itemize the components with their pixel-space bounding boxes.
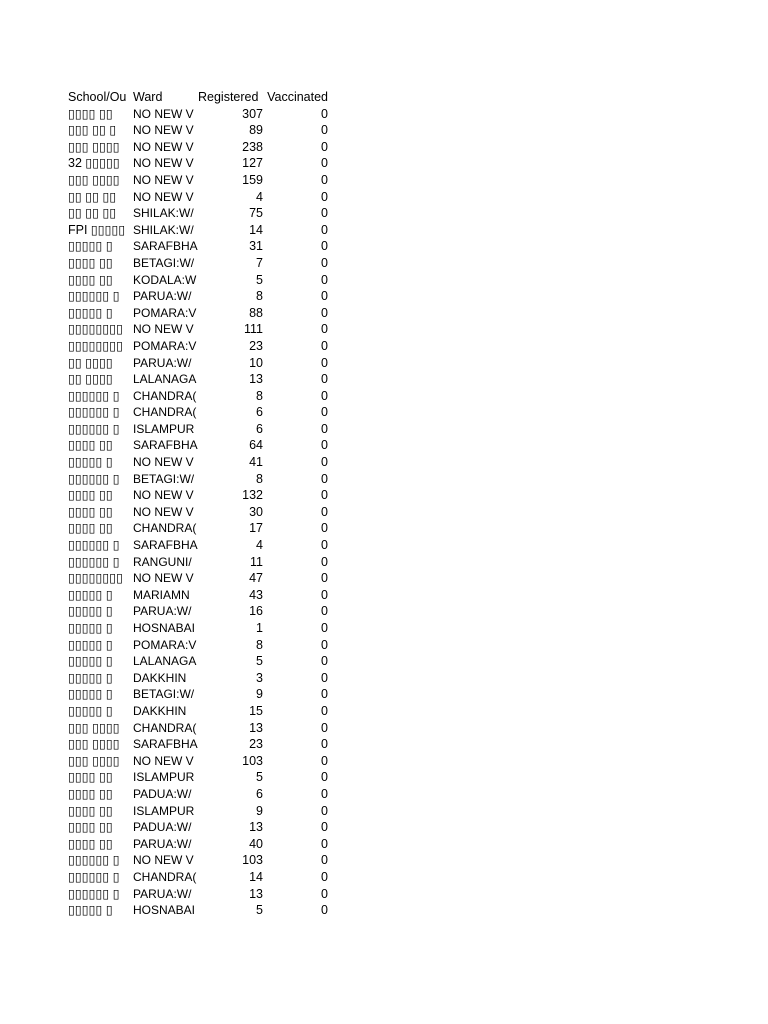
cell-school[interactable]: ▯▯▯▯▯▯ ▯ bbox=[68, 289, 120, 304]
table-row bbox=[68, 620, 328, 637]
table-body bbox=[68, 106, 328, 919]
cell-ward[interactable]: PADUA:W/ bbox=[133, 820, 192, 835]
cell-school[interactable]: ▯▯▯ ▯▯▯▯ bbox=[68, 172, 120, 187]
cell-vaccinated[interactable]: 0 bbox=[321, 488, 328, 503]
cell-school[interactable]: ▯▯▯▯ ▯▯ bbox=[68, 803, 113, 818]
cell-ward[interactable]: CHANDRA( bbox=[133, 720, 197, 735]
cell-school[interactable]: ▯▯▯▯▯ ▯ bbox=[68, 604, 113, 619]
table-row bbox=[68, 355, 328, 372]
cell-registered[interactable]: 111 bbox=[243, 322, 263, 337]
cell-ward[interactable]: NO NEW V bbox=[133, 189, 194, 204]
cell-registered[interactable]: 5 bbox=[256, 903, 263, 918]
cell-school[interactable]: FPI ▯▯▯▯▯ bbox=[68, 222, 126, 237]
cell-ward[interactable]: CHANDRA( bbox=[133, 521, 197, 536]
cell-vaccinated[interactable]: 0 bbox=[321, 670, 328, 685]
table-row bbox=[68, 238, 328, 255]
cell-school[interactable]: ▯▯▯▯▯▯ ▯ bbox=[68, 886, 120, 901]
table-row bbox=[68, 255, 328, 272]
cell-registered[interactable]: 40 bbox=[249, 836, 263, 851]
cell-registered[interactable]: 15 bbox=[249, 703, 263, 718]
cell-vaccinated[interactable]: 0 bbox=[321, 421, 328, 436]
table-row bbox=[68, 869, 328, 886]
cell-registered[interactable]: 31 bbox=[249, 239, 263, 254]
cell-registered[interactable]: 16 bbox=[249, 604, 263, 619]
table-row bbox=[68, 720, 328, 737]
table-row bbox=[68, 421, 328, 438]
cell-school[interactable]: ▯▯▯ ▯▯▯▯ bbox=[68, 139, 120, 154]
cell-vaccinated[interactable]: 0 bbox=[321, 820, 328, 835]
table-row bbox=[68, 686, 328, 703]
cell-school[interactable]: ▯▯▯▯ ▯▯ bbox=[68, 488, 113, 503]
cell-registered[interactable]: 159 bbox=[242, 172, 263, 187]
cell-registered[interactable]: 6 bbox=[256, 786, 263, 801]
cell-registered[interactable]: 64 bbox=[249, 438, 263, 453]
table-row bbox=[68, 786, 328, 803]
spreadsheet-table bbox=[68, 89, 328, 919]
cell-ward[interactable]: PARUA:W/ bbox=[133, 355, 192, 370]
table-row bbox=[68, 803, 328, 820]
cell-school[interactable]: ▯▯▯▯ ▯▯ bbox=[68, 770, 113, 785]
cell-school[interactable]: ▯▯▯▯▯▯ ▯ bbox=[68, 538, 120, 553]
table-row bbox=[68, 139, 328, 156]
cell-ward[interactable]: NO NEW V bbox=[133, 455, 194, 470]
cell-vaccinated[interactable]: 0 bbox=[321, 753, 328, 768]
cell-school[interactable]: ▯▯▯▯▯ ▯ bbox=[68, 305, 113, 320]
cell-vaccinated[interactable]: 0 bbox=[321, 587, 328, 602]
cell-school[interactable]: ▯▯▯▯ ▯▯ bbox=[68, 820, 113, 835]
cell-registered[interactable]: 43 bbox=[249, 587, 263, 602]
cell-registered[interactable]: 132 bbox=[242, 488, 263, 503]
cell-registered[interactable]: 8 bbox=[256, 637, 263, 652]
cell-ward[interactable]: PARUA:W/ bbox=[133, 836, 192, 851]
cell-ward[interactable]: CHANDRA( bbox=[133, 405, 197, 420]
cell-registered[interactable]: 41 bbox=[249, 455, 263, 470]
cell-school[interactable]: ▯▯▯▯▯ ▯ bbox=[68, 637, 113, 652]
cell-vaccinated[interactable]: 0 bbox=[321, 272, 328, 287]
table-header bbox=[68, 89, 328, 106]
cell-vaccinated[interactable]: 0 bbox=[321, 687, 328, 702]
cell-school[interactable]: ▯▯▯▯▯ ▯ bbox=[68, 670, 113, 685]
cell-vaccinated[interactable]: 0 bbox=[321, 405, 328, 420]
cell-ward[interactable]: BETAGI:W/ bbox=[133, 255, 195, 270]
table-row bbox=[68, 537, 328, 554]
cell-registered[interactable]: 8 bbox=[256, 289, 263, 304]
cell-vaccinated[interactable]: 0 bbox=[321, 222, 328, 237]
cell-vaccinated[interactable]: 0 bbox=[321, 770, 328, 785]
table-row bbox=[68, 189, 328, 206]
cell-ward[interactable]: PADUA:W/ bbox=[133, 786, 192, 801]
cell-registered[interactable]: 3 bbox=[256, 670, 263, 685]
cell-registered[interactable]: 13 bbox=[249, 886, 263, 901]
cell-registered[interactable]: 103 bbox=[242, 753, 263, 768]
cell-ward[interactable]: NO NEW V bbox=[133, 753, 194, 768]
table-row bbox=[68, 587, 328, 604]
cell-school[interactable]: ▯▯▯▯▯ ▯ bbox=[68, 687, 113, 702]
cell-vaccinated[interactable]: 0 bbox=[321, 803, 328, 818]
cell-ward[interactable]: NO NEW V bbox=[133, 106, 194, 121]
cell-vaccinated[interactable]: 0 bbox=[321, 538, 328, 553]
header-ward[interactable]: Ward bbox=[133, 90, 163, 104]
cell-registered[interactable]: 5 bbox=[256, 770, 263, 785]
cell-registered[interactable]: 13 bbox=[249, 720, 263, 735]
cell-vaccinated[interactable]: 0 bbox=[321, 355, 328, 370]
table-row bbox=[68, 388, 328, 405]
table-row bbox=[68, 454, 328, 471]
cell-vaccinated[interactable]: 0 bbox=[321, 886, 328, 901]
cell-registered[interactable]: 47 bbox=[249, 571, 263, 586]
cell-registered[interactable]: 6 bbox=[256, 421, 263, 436]
cell-vaccinated[interactable]: 0 bbox=[321, 372, 328, 387]
cell-ward[interactable]: BETAGI:W/ bbox=[133, 471, 195, 486]
cell-ward[interactable]: NO NEW V bbox=[133, 853, 194, 868]
cell-ward[interactable]: DAKKHIN bbox=[133, 670, 187, 685]
table-row bbox=[68, 338, 328, 355]
cell-ward[interactable]: NO NEW V bbox=[133, 488, 194, 503]
cell-vaccinated[interactable]: 0 bbox=[321, 637, 328, 652]
cell-ward[interactable]: NO NEW V bbox=[133, 139, 194, 154]
cell-school[interactable]: ▯▯▯▯▯▯ ▯ bbox=[68, 421, 120, 436]
cell-registered[interactable]: 4 bbox=[256, 189, 263, 204]
cell-ward[interactable]: SARAFBHA bbox=[133, 737, 198, 752]
cell-school[interactable]: ▯▯ ▯▯▯▯ bbox=[68, 355, 113, 370]
cell-ward[interactable]: ISLAMPUR bbox=[133, 803, 195, 818]
cell-school[interactable]: ▯▯▯▯▯ ▯ bbox=[68, 455, 113, 470]
cell-ward[interactable]: SARAFBHA bbox=[133, 538, 198, 553]
cell-ward[interactable]: PARUA:W/ bbox=[133, 604, 192, 619]
cell-registered[interactable]: 9 bbox=[256, 803, 263, 818]
cell-vaccinated[interactable]: 0 bbox=[321, 521, 328, 536]
table-row bbox=[68, 321, 328, 338]
cell-vaccinated[interactable]: 0 bbox=[321, 869, 328, 884]
cell-ward[interactable]: NO NEW V bbox=[133, 504, 194, 519]
cell-ward[interactable]: NO NEW V bbox=[133, 156, 194, 171]
cell-registered[interactable]: 5 bbox=[256, 272, 263, 287]
cell-school[interactable]: ▯▯▯▯▯▯ ▯ bbox=[68, 388, 120, 403]
table-row bbox=[68, 753, 328, 770]
cell-registered[interactable]: 5 bbox=[256, 654, 263, 669]
cell-ward[interactable]: NO NEW V bbox=[133, 172, 194, 187]
table-row bbox=[68, 288, 328, 305]
cell-school[interactable]: ▯▯▯▯▯▯ ▯ bbox=[68, 471, 120, 486]
cell-vaccinated[interactable]: 0 bbox=[321, 571, 328, 586]
header-registered[interactable]: Registered bbox=[198, 90, 259, 104]
table-row bbox=[68, 819, 328, 836]
table-row bbox=[68, 554, 328, 571]
table-row bbox=[68, 769, 328, 786]
cell-registered[interactable]: 13 bbox=[249, 820, 263, 835]
table-row bbox=[68, 222, 328, 239]
cell-registered[interactable]: 9 bbox=[256, 687, 263, 702]
cell-school[interactable]: ▯▯▯▯▯ ▯ bbox=[68, 703, 113, 718]
cell-school[interactable]: ▯▯▯ ▯▯ ▯ bbox=[68, 123, 117, 138]
cell-registered[interactable]: 1 bbox=[256, 621, 263, 635]
cell-school[interactable]: ▯▯▯▯ ▯▯ bbox=[68, 521, 113, 536]
cell-registered[interactable]: 17 bbox=[249, 521, 263, 536]
cell-school[interactable]: ▯▯▯▯▯▯ ▯ bbox=[68, 853, 120, 868]
cell-registered[interactable]: 6 bbox=[256, 405, 263, 420]
cell-school[interactable]: ▯▯▯▯ ▯▯ bbox=[68, 272, 113, 287]
cell-school[interactable]: ▯▯▯▯▯▯ ▯ bbox=[68, 554, 120, 569]
table-row bbox=[68, 172, 328, 189]
table-row bbox=[68, 122, 328, 139]
table-row bbox=[68, 404, 328, 421]
cell-ward[interactable]: CHANDRA( bbox=[133, 869, 197, 884]
cell-registered[interactable]: 11 bbox=[250, 554, 263, 569]
cell-ward[interactable]: HOSNABAI bbox=[133, 621, 196, 635]
table-row bbox=[68, 836, 328, 853]
cell-vaccinated[interactable]: 0 bbox=[321, 156, 328, 171]
cell-ward[interactable]: LALANAGA bbox=[133, 654, 197, 669]
cell-school[interactable]: ▯▯ ▯▯ ▯▯ bbox=[68, 189, 117, 204]
cell-vaccinated[interactable]: 0 bbox=[321, 786, 328, 801]
cell-vaccinated[interactable]: 0 bbox=[321, 289, 328, 304]
cell-registered[interactable]: 7 bbox=[256, 255, 263, 270]
header-row bbox=[68, 89, 328, 106]
cell-school[interactable]: ▯▯▯▯▯▯▯▯ bbox=[68, 571, 124, 586]
cell-vaccinated[interactable]: 0 bbox=[321, 737, 328, 752]
cell-vaccinated[interactable]: 0 bbox=[321, 836, 328, 851]
table-row bbox=[68, 371, 328, 388]
cell-school[interactable]: ▯▯▯ ▯▯▯▯ bbox=[68, 720, 120, 735]
cell-vaccinated[interactable]: 0 bbox=[321, 239, 328, 254]
cell-registered[interactable]: 13 bbox=[249, 372, 263, 387]
table-row bbox=[68, 886, 328, 903]
table-row bbox=[68, 570, 328, 587]
table-row bbox=[68, 437, 328, 454]
cell-school[interactable]: ▯▯▯▯ ▯▯ bbox=[68, 786, 113, 801]
cell-vaccinated[interactable]: 0 bbox=[321, 106, 328, 121]
cell-ward[interactable]: SARAFBHA bbox=[133, 438, 198, 453]
table-row bbox=[68, 205, 328, 222]
table-row bbox=[68, 471, 328, 488]
cell-school[interactable]: ▯▯▯▯▯ ▯ bbox=[68, 587, 113, 602]
cell-ward[interactable]: LALANAGA bbox=[133, 372, 197, 387]
cell-ward[interactable]: NO NEW V bbox=[133, 571, 194, 586]
cell-vaccinated[interactable]: 0 bbox=[321, 720, 328, 735]
cell-vaccinated[interactable]: 0 bbox=[321, 123, 328, 138]
cell-vaccinated[interactable]: 0 bbox=[321, 338, 328, 353]
cell-vaccinated[interactable]: 0 bbox=[321, 388, 328, 403]
cell-ward[interactable]: POMARA:V bbox=[133, 338, 197, 353]
cell-vaccinated[interactable]: 0 bbox=[321, 189, 328, 204]
cell-school[interactable]: ▯▯▯▯ ▯▯ bbox=[68, 438, 113, 453]
table-row bbox=[68, 670, 328, 687]
table-row bbox=[68, 736, 328, 753]
table-row bbox=[68, 504, 328, 521]
cell-vaccinated[interactable]: 0 bbox=[321, 504, 328, 519]
cell-vaccinated[interactable]: 0 bbox=[321, 172, 328, 187]
table-row bbox=[68, 603, 328, 620]
cell-school[interactable]: ▯▯ ▯▯▯▯ bbox=[68, 372, 113, 387]
cell-registered[interactable]: 103 bbox=[242, 853, 263, 868]
cell-ward[interactable]: BETAGI:W/ bbox=[133, 687, 195, 702]
cell-vaccinated[interactable]: 0 bbox=[321, 604, 328, 619]
table-row bbox=[68, 487, 328, 504]
cell-registered[interactable]: 88 bbox=[249, 305, 263, 320]
header-school[interactable]: School/Ou bbox=[68, 90, 127, 104]
cell-school[interactable]: ▯▯▯ ▯▯▯▯ bbox=[68, 737, 120, 752]
table-row bbox=[68, 520, 328, 537]
cell-school[interactable]: ▯▯▯▯▯▯ ▯ bbox=[68, 405, 120, 420]
cell-vaccinated[interactable]: 0 bbox=[321, 703, 328, 718]
cell-registered[interactable]: 14 bbox=[249, 869, 263, 884]
cell-vaccinated[interactable]: 0 bbox=[321, 438, 328, 453]
cell-ward[interactable]: KODALA:W bbox=[133, 272, 197, 287]
cell-registered[interactable]: 23 bbox=[249, 338, 263, 353]
cell-registered[interactable]: 75 bbox=[249, 206, 263, 221]
cell-school[interactable]: ▯▯▯▯▯▯▯▯ bbox=[68, 338, 124, 353]
cell-registered[interactable]: 307 bbox=[242, 106, 263, 121]
cell-ward[interactable]: CHANDRA( bbox=[133, 388, 197, 403]
cell-ward[interactable]: POMARA:V bbox=[133, 637, 197, 652]
cell-ward[interactable]: NO NEW V bbox=[133, 123, 194, 138]
cell-ward[interactable]: HOSNABAI bbox=[133, 903, 196, 918]
cell-school[interactable]: ▯▯▯▯ ▯▯ bbox=[68, 504, 113, 519]
cell-registered[interactable]: 4 bbox=[256, 538, 263, 553]
table-row bbox=[68, 155, 328, 172]
cell-ward[interactable]: PARUA:W/ bbox=[133, 289, 192, 304]
cell-school[interactable]: ▯▯▯▯ ▯▯ bbox=[68, 255, 113, 270]
cell-registered[interactable]: 23 bbox=[249, 737, 263, 752]
cell-school[interactable]: ▯▯▯▯ ▯▯ bbox=[68, 106, 113, 121]
cell-school[interactable]: ▯▯▯▯ ▯▯ bbox=[68, 836, 113, 851]
cell-ward[interactable]: MARIAMN bbox=[133, 587, 190, 602]
cell-ward[interactable]: ISLAMPUR bbox=[133, 770, 195, 785]
cell-registered[interactable]: 8 bbox=[256, 471, 263, 486]
table-row bbox=[68, 305, 328, 322]
cell-registered[interactable]: 14 bbox=[249, 222, 263, 237]
cell-vaccinated[interactable]: 0 bbox=[321, 322, 328, 337]
cell-ward[interactable]: RANGUNI/ bbox=[133, 554, 192, 569]
cell-registered[interactable]: 8 bbox=[256, 388, 263, 403]
cell-registered[interactable]: 10 bbox=[249, 355, 263, 370]
cell-vaccinated[interactable]: 0 bbox=[321, 206, 328, 221]
table-row bbox=[68, 653, 328, 670]
cell-ward[interactable]: SHILAK:W/ bbox=[133, 222, 194, 237]
cell-ward[interactable]: SARAFBHA bbox=[133, 239, 198, 254]
header-vaccinated[interactable]: Vaccinated bbox=[267, 90, 328, 104]
cell-school[interactable]: ▯▯▯ ▯▯▯▯ bbox=[68, 753, 120, 768]
table-row bbox=[68, 852, 328, 869]
table-row bbox=[68, 902, 328, 919]
table-row bbox=[68, 106, 328, 123]
table-row bbox=[68, 637, 328, 654]
cell-ward[interactable]: PARUA:W/ bbox=[133, 886, 192, 901]
cell-vaccinated[interactable]: 0 bbox=[321, 471, 328, 486]
cell-vaccinated[interactable]: 0 bbox=[321, 139, 328, 154]
cell-registered[interactable]: 89 bbox=[249, 123, 263, 138]
cell-school[interactable]: 32 ▯▯▯▯▯ bbox=[68, 156, 120, 171]
cell-registered[interactable]: 238 bbox=[242, 139, 263, 154]
cell-registered[interactable]: 127 bbox=[242, 156, 263, 171]
cell-school[interactable]: ▯▯▯▯▯▯▯▯ bbox=[68, 322, 124, 337]
cell-school[interactable]: ▯▯ ▯▯ ▯▯ bbox=[68, 206, 117, 221]
cell-registered[interactable]: 30 bbox=[249, 504, 263, 519]
cell-vaccinated[interactable]: 0 bbox=[321, 255, 328, 270]
table-row bbox=[68, 703, 328, 720]
cell-school[interactable]: ▯▯▯▯▯ ▯ bbox=[68, 239, 113, 254]
cell-school[interactable]: ▯▯▯▯▯ ▯ bbox=[68, 621, 113, 635]
cell-school[interactable]: ▯▯▯▯▯▯ ▯ bbox=[68, 869, 120, 884]
cell-ward[interactable]: POMARA:V bbox=[133, 305, 197, 320]
cell-school[interactable]: ▯▯▯▯▯ ▯ bbox=[68, 654, 113, 669]
cell-ward[interactable]: NO NEW V bbox=[133, 322, 194, 337]
cell-ward[interactable]: ISLAMPUR bbox=[133, 421, 195, 436]
cell-vaccinated[interactable]: 0 bbox=[321, 305, 328, 320]
cell-vaccinated[interactable]: 0 bbox=[321, 903, 328, 918]
cell-ward[interactable]: DAKKHIN bbox=[133, 703, 187, 718]
cell-vaccinated[interactable]: 0 bbox=[321, 853, 328, 868]
cell-vaccinated[interactable]: 0 bbox=[321, 554, 328, 569]
cell-vaccinated[interactable]: 0 bbox=[321, 455, 328, 470]
cell-ward[interactable]: SHILAK:W/ bbox=[133, 206, 194, 221]
cell-vaccinated[interactable]: 0 bbox=[321, 654, 328, 669]
cell-school[interactable]: ▯▯▯▯▯ ▯ bbox=[68, 903, 113, 918]
cell-vaccinated[interactable]: 0 bbox=[321, 621, 328, 635]
table-row bbox=[68, 272, 328, 289]
